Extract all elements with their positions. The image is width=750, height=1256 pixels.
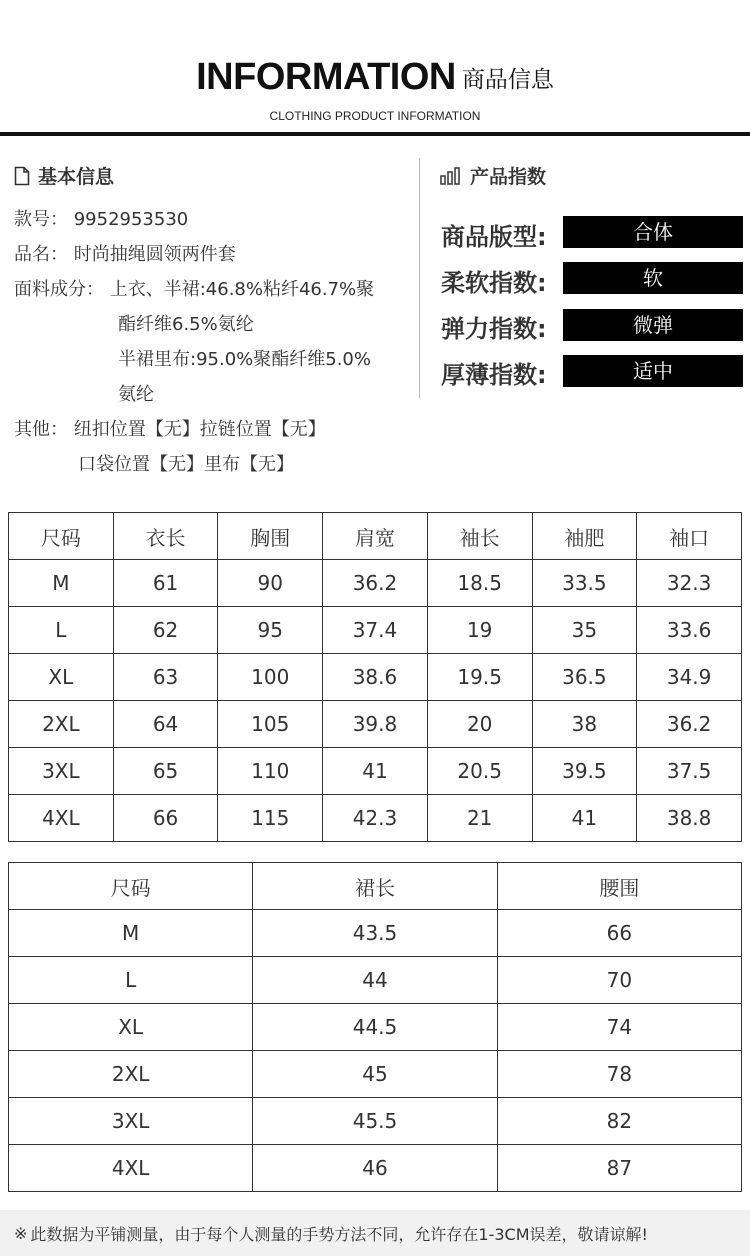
table-header-cell: 衣长 bbox=[113, 513, 218, 560]
table-cell: 95 bbox=[218, 607, 323, 654]
fabric-line-2: 酯纤维6.5%氨纶 bbox=[118, 314, 254, 335]
table-row bbox=[9, 1098, 742, 1145]
table-cell: 38 bbox=[532, 701, 637, 748]
table-cell: 3XL bbox=[9, 1098, 253, 1145]
measurement-note: 此数据为平铺测量，由于每个人测量的手势方法不同，允许存在1-3CM误差，敬请谅解! bbox=[30, 1224, 648, 1244]
table-header-row bbox=[9, 513, 742, 560]
table-cell: 42.3 bbox=[323, 795, 428, 842]
elasticity-label: 弹力指数: bbox=[441, 315, 547, 343]
thickness-label: 厚薄指数: bbox=[441, 361, 547, 389]
top-size-table bbox=[8, 512, 742, 842]
table-cell: 38.8 bbox=[637, 795, 742, 842]
table-row bbox=[9, 607, 742, 654]
table-cell: 20.5 bbox=[427, 748, 532, 795]
table-header-row bbox=[9, 863, 742, 910]
table-cell: M bbox=[9, 560, 114, 607]
thickness-value: 适中 bbox=[563, 355, 743, 387]
table-cell: 33.6 bbox=[637, 607, 742, 654]
table-cell: 38.6 bbox=[323, 654, 428, 701]
table-header-cell: 尺码 bbox=[9, 513, 114, 560]
table-cell: 66 bbox=[497, 910, 741, 957]
table-cell: L bbox=[9, 957, 253, 1004]
section-divider bbox=[419, 158, 420, 398]
table-cell: 45.5 bbox=[253, 1098, 497, 1145]
table-row bbox=[9, 1145, 742, 1192]
other-line-2: 口袋位置【无】里布【无】 bbox=[78, 454, 294, 475]
table-cell: 63 bbox=[113, 654, 218, 701]
product-index-title: 产品指数 bbox=[470, 166, 547, 188]
table-cell: M bbox=[9, 910, 253, 957]
table-cell: 62 bbox=[113, 607, 218, 654]
table-cell: 41 bbox=[323, 748, 428, 795]
elasticity-value: 微弹 bbox=[563, 309, 743, 341]
table-cell: 78 bbox=[497, 1051, 741, 1098]
table-cell: 39.5 bbox=[532, 748, 637, 795]
fabric-line-1: 面料成分： 上衣、半裙:46.8%粘纤46.7%聚 bbox=[14, 279, 375, 300]
style-number-line: 款号： 9952953530 bbox=[14, 209, 189, 230]
table-header-cell: 袖肥 bbox=[532, 513, 637, 560]
table-header-cell: 胸围 bbox=[218, 513, 323, 560]
header-divider bbox=[0, 132, 750, 136]
skirt-size-table bbox=[8, 862, 742, 1192]
table-cell: XL bbox=[9, 654, 114, 701]
table-cell: 90 bbox=[218, 560, 323, 607]
basic-info-title: 基本信息 bbox=[38, 166, 115, 188]
table-cell: 70 bbox=[497, 957, 741, 1004]
table-cell: 33.5 bbox=[532, 560, 637, 607]
page-subtitle: CLOTHING PRODUCT INFORMATION bbox=[269, 109, 481, 123]
fabric-line-4: 氨纶 bbox=[118, 384, 154, 405]
table-header-cell: 袖口 bbox=[637, 513, 742, 560]
softness-label: 柔软指数: bbox=[441, 269, 547, 297]
title-english: INFORMATION bbox=[196, 56, 456, 98]
table-cell: 74 bbox=[497, 1004, 741, 1051]
table-cell: 64 bbox=[113, 701, 218, 748]
table-cell: 45 bbox=[253, 1051, 497, 1098]
table-header-cell: 尺码 bbox=[9, 863, 253, 910]
table-cell: 105 bbox=[218, 701, 323, 748]
table-cell: 19 bbox=[427, 607, 532, 654]
table-row bbox=[9, 795, 742, 842]
table-cell: 4XL bbox=[9, 795, 114, 842]
table-cell: 36.5 bbox=[532, 654, 637, 701]
table-cell: 35 bbox=[532, 607, 637, 654]
other-line-1: 其他： 纽扣位置【无】拉链位置【无】 bbox=[14, 419, 326, 440]
table-header-cell: 肩宽 bbox=[323, 513, 428, 560]
table-cell: 37.5 bbox=[637, 748, 742, 795]
table-cell: 46 bbox=[253, 1145, 497, 1192]
page-title bbox=[0, 56, 750, 99]
fit-value: 合体 bbox=[563, 216, 743, 248]
table-cell: 20 bbox=[427, 701, 532, 748]
table-cell: 100 bbox=[218, 654, 323, 701]
table-cell: 2XL bbox=[9, 701, 114, 748]
table-cell: 110 bbox=[218, 748, 323, 795]
table-row bbox=[9, 910, 742, 957]
table-cell: L bbox=[9, 607, 114, 654]
table-header-cell: 袖长 bbox=[427, 513, 532, 560]
title-chinese: 商品信息 bbox=[461, 67, 554, 93]
table-row bbox=[9, 560, 742, 607]
table-cell: 44.5 bbox=[253, 1004, 497, 1051]
table-cell: 44 bbox=[253, 957, 497, 1004]
table-row bbox=[9, 748, 742, 795]
asterisk-icon: ※ bbox=[14, 1223, 28, 1243]
table-cell: 21 bbox=[427, 795, 532, 842]
table-row bbox=[9, 1051, 742, 1098]
table-header-cell: 裙长 bbox=[253, 863, 497, 910]
table-row bbox=[9, 654, 742, 701]
table-cell: 3XL bbox=[9, 748, 114, 795]
softness-value: 软 bbox=[563, 262, 743, 294]
table-cell: 87 bbox=[497, 1145, 741, 1192]
table-cell: 41 bbox=[532, 795, 637, 842]
table-cell: 82 bbox=[497, 1098, 741, 1145]
table-cell: 36.2 bbox=[323, 560, 428, 607]
basic-info-heading bbox=[14, 162, 114, 189]
bar-chart-icon bbox=[440, 167, 462, 185]
table-cell: 43.5 bbox=[253, 910, 497, 957]
table-cell: 34.9 bbox=[637, 654, 742, 701]
table-cell: 19.5 bbox=[427, 654, 532, 701]
product-name-line: 品名： 时尚抽绳圆领两件套 bbox=[14, 244, 236, 265]
table-cell: 36.2 bbox=[637, 701, 742, 748]
measurement-note-bar bbox=[0, 1210, 750, 1256]
table-cell: 115 bbox=[218, 795, 323, 842]
table-cell: 2XL bbox=[9, 1051, 253, 1098]
fit-label: 商品版型: bbox=[441, 223, 547, 251]
table-cell: 32.3 bbox=[637, 560, 742, 607]
fabric-line-3: 半裙里布:95.0%聚酯纤维5.0% bbox=[118, 349, 371, 370]
table-cell: XL bbox=[9, 1004, 253, 1051]
table-cell: 37.4 bbox=[323, 607, 428, 654]
table-cell: 66 bbox=[113, 795, 218, 842]
product-index-heading bbox=[440, 162, 546, 189]
table-cell: 65 bbox=[113, 748, 218, 795]
table-cell: 61 bbox=[113, 560, 218, 607]
document-icon bbox=[14, 166, 30, 186]
table-cell: 4XL bbox=[9, 1145, 253, 1192]
table-row bbox=[9, 957, 742, 1004]
table-row bbox=[9, 1004, 742, 1051]
table-header-cell: 腰围 bbox=[497, 863, 741, 910]
table-row bbox=[9, 701, 742, 748]
table-cell: 39.8 bbox=[323, 701, 428, 748]
table-cell: 18.5 bbox=[427, 560, 532, 607]
